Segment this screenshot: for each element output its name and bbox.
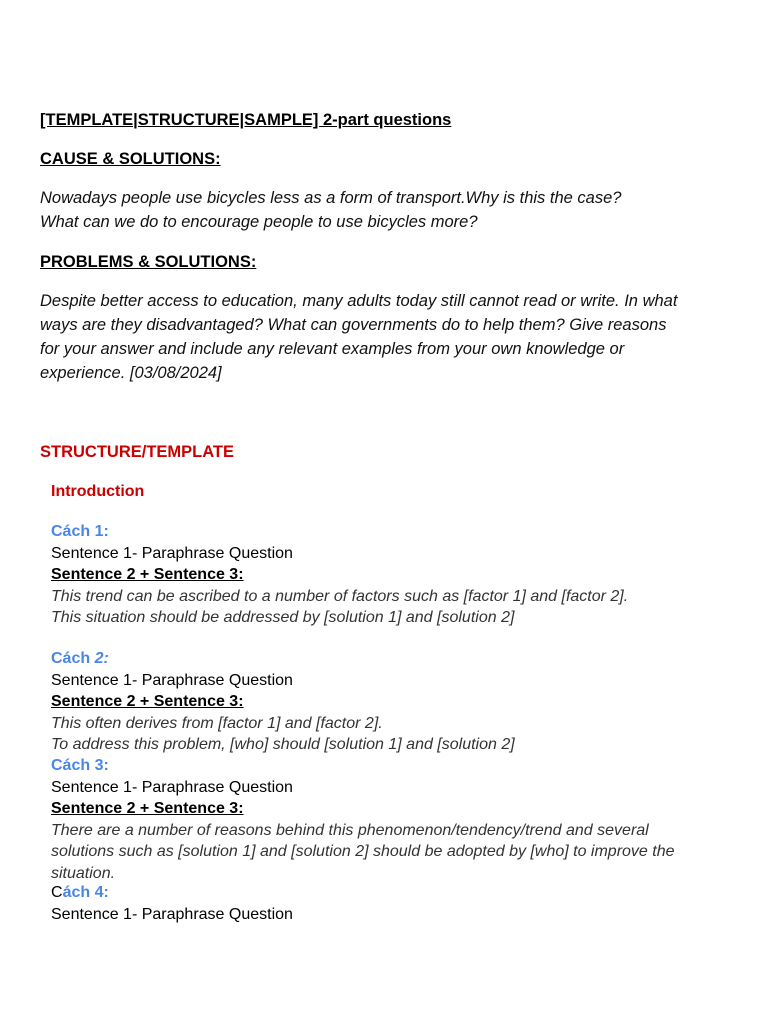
method-1-sentence23-heading: Sentence 2 + Sentence 3: <box>51 566 244 583</box>
method-2-label-b: 2: <box>94 650 109 667</box>
method-3 <box>51 755 691 884</box>
method-2-label <box>51 648 691 670</box>
method-2-sentence1: Sentence 1- Paraphrase Question <box>51 671 293 689</box>
structure-heading: STRUCTURE/TEMPLATE <box>40 443 235 461</box>
method-3-line-1: There are a number of reasons behind this phenomenon/tendency/trend and several solutions such as [solution 1] and [solution 2] should be adopted by [who] to improve the situation. <box>51 821 675 882</box>
method-1 <box>51 521 691 629</box>
method-3-sentence1: Sentence 1- Paraphrase Question <box>51 778 293 796</box>
method-2 <box>51 648 691 756</box>
method-4-label-b: ách 4: <box>62 884 109 901</box>
method-2-label-a: Cách <box>51 650 95 667</box>
method-3-label: Cách 3: <box>51 757 109 774</box>
method-4 <box>51 882 691 925</box>
document-title: [TEMPLATE|STRUCTURE|SAMPLE] 2-part questions <box>40 111 452 129</box>
method-4-label <box>51 882 691 904</box>
method-4-label-a: C <box>51 884 63 901</box>
introduction-heading: Introduction <box>51 483 145 500</box>
problems-heading: PROBLEMS & SOLUTIONS: <box>40 253 257 271</box>
method-2-line-1: This often derives from [factor 1] and [factor 2]. <box>51 714 383 732</box>
method-1-sentence1: Sentence 1- Paraphrase Question <box>51 544 293 562</box>
method-1-line-2: This situation should be addressed by [solution 1] and [solution 2] <box>51 609 515 626</box>
method-1-label: Cách 1: <box>51 523 109 540</box>
method-2-sentence23-heading: Sentence 2 + Sentence 3: <box>51 693 244 710</box>
method-1-line-1: This trend can be ascribed to a number of factors such as [factor 1] and [factor 2]. <box>51 587 629 605</box>
method-2-line-2: To address this problem, [who] should [solution 1] and [solution 2] <box>51 736 515 753</box>
method-3-sentence23-heading: Sentence 2 + Sentence 3: <box>51 800 244 817</box>
method-4-sentence1: Sentence 1- Paraphrase Question <box>51 905 293 923</box>
cause-question: Nowadays people use bicycles less as a form of transport.Why is this the case?What can we do to encourage people to use bicycles more? <box>40 189 622 231</box>
cause-heading: CAUSE & SOLUTIONS: <box>40 150 221 168</box>
problems-question: Despite better access to education, many adults today still cannot read or write. In what ways are they disadvantaged? What can governments do to help them? Give reasons for your answer and include any relevant examples from your own knowledge or experience. [03/08/2024] <box>40 292 678 382</box>
